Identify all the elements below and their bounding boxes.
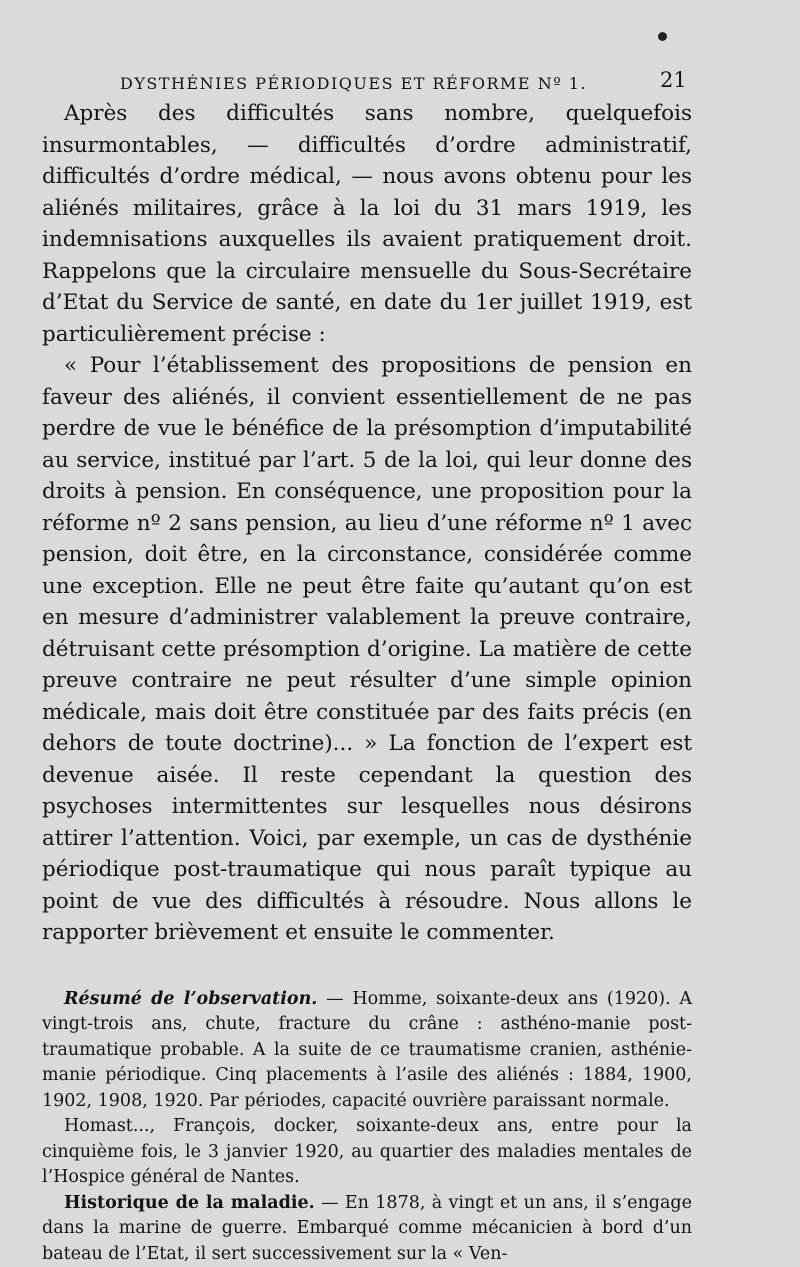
running-head xyxy=(42,62,692,98)
main-text xyxy=(42,98,692,949)
history-paragraph xyxy=(42,1191,692,1267)
paragraph-intro: Après des difficultés sans nombre, quelquefois insurmontables, — difficultés d’ordre administratif, difficultés d’ordre médical, — nous avons obtenu pour les aliénés militaires, grâce à la loi du 31 mars 1919, les indemnisations auxquelles ils avaient pratiquement droit. Rappelons que la circulaire mensuelle du Sous-Secrétaire d’Etat du Service de santé, en date du 1er juillet 1919, est particulièrement précise : xyxy=(42,101,692,347)
summary-text: — Homme, soixante-deux ans (1920). A vingt-trois ans, chute, fracture du crâne : asthéno-manie post-traumatique probable. A la suite de ce traumatisme cranien, asthénie-manie périodique. Cinq placements à l’asile des aliénés : 1884, 1900, 1902, 1908, 1920. Par périodes, capacité ouvrière paraissant normale. xyxy=(42,988,693,1111)
observation-summary xyxy=(42,987,692,1115)
observation-section xyxy=(42,987,692,1267)
history-heading: Historique de la maladie. xyxy=(64,1192,315,1213)
patient-paragraph: Homast..., François, docker, soixante-deux ans, entre pour la cinquième fois, le 3 janvier 1920, au quartier des maladies mentales de l’Hospice général de Nantes. xyxy=(42,1116,692,1187)
paragraph-circular-quote: « Pour l’établissement des propositions de pension en faveur des aliénés, il convient essentiellement de ne pas perdre de vue le bénéfice de la présomption d’imputabilité au service, institué par l’art. 5 de la loi, qui leur donne des droits à pension. En conséquence, une proposition pour la réforme nº 2 sans pension, au lieu d’une réforme nº 1 avec pension, doit être, en la circonstance, considérée comme une exception. Elle ne peut être faite qu’autant qu’on est en mesure d’administrer valablement la preuve contraire, détruisant cette présomption d’origine. La matière de cette preuve contraire ne peut résulter d’une simple opinion médicale, mais doit être constituée par des faits précis (en dehors de toute doctrine)... » La fonction de l’expert est devenue aisée. Il reste cependant la question des psychoses intermittentes sur lesquelles nous désirons attirer l’attention. Voici, par exemple, un cas de dysthénie périodique post-traumatique qui nous paraît typique au point de vue des difficultés à résoudre. Nous allons le rapporter brièvement et ensuite le commenter. xyxy=(42,353,692,945)
ink-speck xyxy=(658,32,667,41)
summary-heading: Résumé de l’observation. xyxy=(64,988,318,1009)
page-number: 21 xyxy=(660,68,687,92)
history-text: — En 1878, à vingt et un ans, il s’engage dans la marine de guerre. Embarqué comme mécanicien à bord d’un bateau de l’Etat, il sert successivement sur la « Ven- xyxy=(42,1192,692,1264)
running-title: DYSTHÉNIES PÉRIODIQUES ET RÉFORME Nº 1. xyxy=(120,74,588,93)
